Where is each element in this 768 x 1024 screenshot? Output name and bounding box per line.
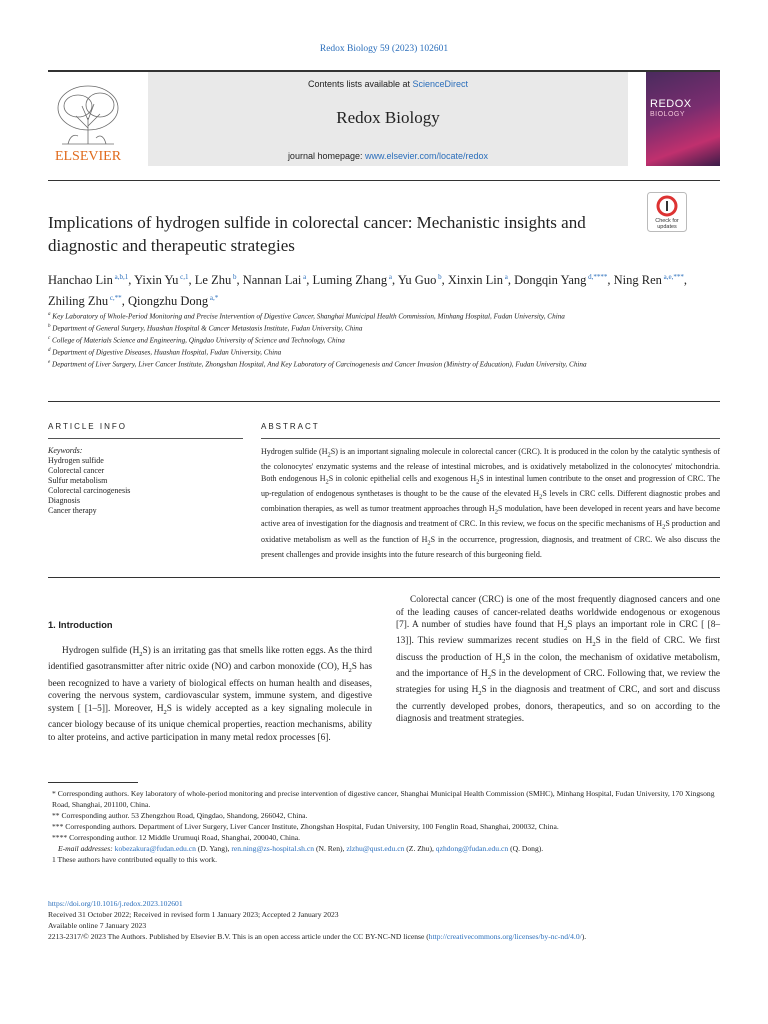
email-link[interactable]: zlzhu@qust.edu.cn	[346, 844, 405, 853]
header-bottom-rule	[48, 180, 720, 181]
affiliation-item: $^e$ Department of Liver Surgery, Liver Cancer Institute, Zhongshan Hospital, And Key Laboratory of Carcinogenesis and Cancer Invasion (Ministry of Education), Fudan University, China	[48, 359, 587, 368]
publisher-logo-text: ELSEVIER	[54, 149, 122, 164]
author-affiliation-marker[interactable]: c,1	[178, 273, 189, 281]
introduction-column-2: Colorectal cancer (CRC) is one of the most frequently diagnosed cancers and one of the leading causes of cancer-related deaths worldwide endogenous or exogenous [7]. A number of studies have found that $H_2S$ plays an important role in CRC [ [8–13]]. This review summarizes recent studies on $H_2S$ in the field of CRC. We first discuss the production of $H_2S$ in the colon, the mechanism of oxidative metabolism, and the importance of $H_2S$ in the development of CRC. Following that, we review the strategies for using $H_2S$ in the diagnosis and treatment of CRC, and sort and discuss the currently developed probes, donors, therapeutics, and so on according to the diagnosis and treatment strategies.	[396, 595, 721, 725]
keyword-item: Colorectal cancer	[48, 466, 105, 475]
email-link[interactable]: ren.ning@zs-hospital.sh.cn	[231, 844, 315, 853]
article-title: Implications of hydrogen sulfide in colorectal cancer: Mechanistic insights and diagnostic and therapeutic strategies	[48, 213, 586, 255]
journal-title: Redox Biology	[336, 108, 440, 127]
abstract-rule	[261, 438, 720, 439]
footnote-item: * Corresponding authors. Key laboratory of whole-period monitoring and precise intervention of digestive cancer, Shanghai Municipal Health Commission (SMHC), Minhang Hospital, Fudan University, 170 Xingsong Road, Shanghai, 201100, China.	[52, 789, 715, 809]
affiliation-item: $^d$ Department of Digestive Diseases, Huashan Hospital, Fudan University, China	[48, 347, 282, 357]
article-info-heading: ARTICLE INFO	[48, 422, 127, 431]
keyword-item: Sulfur metabolism	[48, 476, 108, 485]
footnote-rule	[48, 782, 138, 783]
footnote-item: ** Corresponding author. 53 Zhengzhou Road, Qingdao, Shandong, 266042, China.	[52, 811, 308, 820]
affiliation-item: $^b$ Department of General Surgery, Huashan Hospital & Cancer Metastasis Institute, Fudan University, China	[48, 323, 363, 333]
journal-homepage: journal homepage: www.elsevier.com/locate/redox	[287, 151, 489, 161]
license-link[interactable]: http://creativecommons.org/licenses/by-nc-nd/4.0/	[428, 932, 582, 941]
contents-lists: Contents lists available at ScienceDirect	[307, 79, 469, 89]
journal-cover-image[interactable]	[646, 72, 720, 166]
introduction-column-1: Hydrogen sulfide $(H_2S)$ is an irritating gas that smells like rotten eggs. As the third identified gasotransmitter after nitric oxide (NO) and carbon monoxide (CO), $H_2S$ has been recognized to have a variety of biological effects on human health and diseases, covering the nervous system, cardiovascular system, immune system, and digestive system [ [1–5]]. Moreover, $H_2S$ is widely accepted as a key signaling molecule in cancer biology because of its unique chemical properties, reaction mechanisms, ability to alter proteins, and active participation in many metal redox processes [6].	[48, 646, 373, 743]
author-name[interactable]: Qiongzhu Dong	[127, 294, 209, 309]
abstract-text: Hydrogen sulfide $(H_2S)$ is an important signaling molecule in colorectal cancer (CRC). It is produced in the colon by the catalytic synthesis of the colonocytes' enzymatic systems and the release of intestinal microbes, and is oxidatively metabolized in the colonocytes' mitochondria. Both endogenous $H_2S$ in colonic epithelial cells and exogenous $H_2S$ in intestinal lumen contribute to the onset and progression of CRC. The up-regulation of endogenous synthetases is thought to be the cause of the elevated $H_2S$ levels in CRC cells. Different diagnostic probes and combination therapies, as well as tumor treatment approaches through $H_2S$ modulation, have been developed in recent years and have become active area of investigation for the diagnosis and treatment of CRC. In this review, we focus on the specific mechanisms of $H_2S$ production and oxidative metabolism as well as the function of $H_2S$ in the occurrence, progression, diagnosis, and treatment of CRC. We also discuss the present challenges and provide insights into the future research of this burgeoning field.	[261, 447, 721, 559]
author-name[interactable]: Yixin Yu	[134, 273, 179, 288]
badge-line-2: updates	[657, 224, 677, 230]
affiliation-item: $^c$ College of Materials Science and Engineering, Qingdao University of Science and Technology, China	[48, 335, 345, 345]
keyword-item: Hydrogen sulfide	[48, 456, 104, 465]
author-affiliation-marker[interactable]: c,**	[108, 294, 122, 303]
author-affiliation-marker[interactable]: b	[231, 273, 237, 281]
email-link[interactable]: kobezakura@fudan.edu.cn	[114, 844, 196, 853]
author-name[interactable]: Yu Guo	[397, 273, 437, 288]
received-dates: Received 31 October 2022; Received in revised form 1 January 2023; Accepted 2 January 2023	[48, 910, 339, 919]
sciencedirect-link[interactable]: ScienceDirect	[412, 79, 469, 89]
affiliation-item: $^a$ Key Laboratory of Whole-Period Monitoring and Precise Intervention of Digestive Cancer, Shanghai Municipal Health Commission, Minhang Hospital, Fudan University, China	[48, 312, 565, 321]
available-online: Available online 7 January 2023	[48, 921, 147, 930]
author-affiliation-marker[interactable]: a	[387, 273, 392, 281]
author-affiliation-marker[interactable]: a	[301, 273, 307, 281]
email-addresses: E-mail addresses: kobezakura@fudan.edu.cn (D. Yang), ren.ning@zs-hospital.sh.cn (N. Ren), zlzhu@qust.edu.cn (Z. Zhu), qzhdong@fudan.edu.cn (Q. Dong).	[58, 844, 544, 853]
section-rule	[48, 401, 720, 402]
article-info-rule	[48, 438, 243, 439]
email-link[interactable]: qzhdong@fudan.edu.cn	[435, 844, 509, 853]
keyword-item: Colorectal carcinogenesis	[48, 486, 131, 495]
keyword-item: Cancer therapy	[48, 506, 97, 515]
check-for-updates-icon[interactable]	[647, 192, 687, 232]
author-name[interactable]: Luming Zhang	[312, 273, 388, 288]
publication-info	[48, 898, 720, 942]
footnote-item: **** Corresponding author. 12 Middle Urumuqi Road, Shanghai, 200040, China.	[52, 833, 301, 842]
author-name[interactable]: Zhiling Zhu	[48, 294, 109, 309]
author-name[interactable]: Nannan Lai	[242, 273, 302, 288]
cover-title: REDOX	[650, 98, 692, 110]
author-affiliation-marker[interactable]: a,e,***	[661, 273, 684, 281]
abstract-bottom-rule	[48, 577, 720, 578]
author-affiliation-marker[interactable]: a,b,1	[112, 273, 129, 281]
elsevier-tree-logo-icon[interactable]	[48, 78, 128, 164]
license-statement: 2213-2317/© 2023 The Authors. Published by Elsevier B.V. This is an open access article under the CC BY-NC-ND license (http://creativecommons.org/licenses/by-nc-nd/4.0/).	[48, 932, 587, 941]
equal-contribution-note: 1 These authors have contributed equally to this work.	[52, 855, 217, 864]
homepage-link[interactable]: www.elsevier.com/locate/redox	[365, 151, 489, 161]
footnotes	[48, 788, 720, 865]
author-name[interactable]: Dongqin Yang	[514, 273, 587, 288]
journal-citation[interactable]: Redox Biology 59 (2023) 102601	[319, 44, 449, 54]
abstract-heading: ABSTRACT	[261, 422, 320, 431]
keyword-item: Diagnosis	[48, 496, 80, 505]
author-name[interactable]: Ning Ren	[613, 273, 662, 288]
author-name[interactable]: Le Zhu	[194, 273, 232, 288]
author-list: Hanchao Lin $^{a,b,1}$, Yixin Yu $^{c,1}$, Le Zhu $^b$, Nannan Lai $^a$, Luming Zhang $^a$, Yu Guo $^b$, Xinxin Lin $^a$, Dongqin Yang $^{d,****}$, Ning Ren $^{a,e,***}$, Zhiling Zhu $^{c,**}$, Qiongzhu Dong $^{a,*}$	[48, 273, 688, 309]
author-affiliation-marker[interactable]: b	[436, 273, 442, 281]
badge-line-1: Check for	[655, 218, 679, 224]
cover-subtitle: BIOLOGY	[650, 111, 686, 118]
doi-link[interactable]: https://doi.org/10.1016/j.redox.2023.102601	[48, 899, 183, 908]
footnote-item: *** Corresponding authors. Department of Liver Surgery, Liver Cancer Institute, Zhongshan Hospital, Fudan University, 100 Fenglin Road, Shanghai, 200032, China.	[52, 822, 559, 831]
author-affiliation-marker[interactable]: a	[503, 273, 508, 281]
author-affiliation-marker[interactable]: a,*	[208, 294, 219, 303]
keywords-block	[48, 446, 243, 516]
author-name[interactable]: Xinxin Lin	[447, 273, 504, 288]
keywords-label: Keywords:	[48, 446, 83, 455]
author-affiliation-marker[interactable]: d,****	[586, 273, 608, 281]
introduction-heading: 1. Introduction	[48, 620, 113, 630]
author-name[interactable]: Hanchao Lin	[48, 273, 113, 288]
affiliations	[48, 310, 638, 369]
